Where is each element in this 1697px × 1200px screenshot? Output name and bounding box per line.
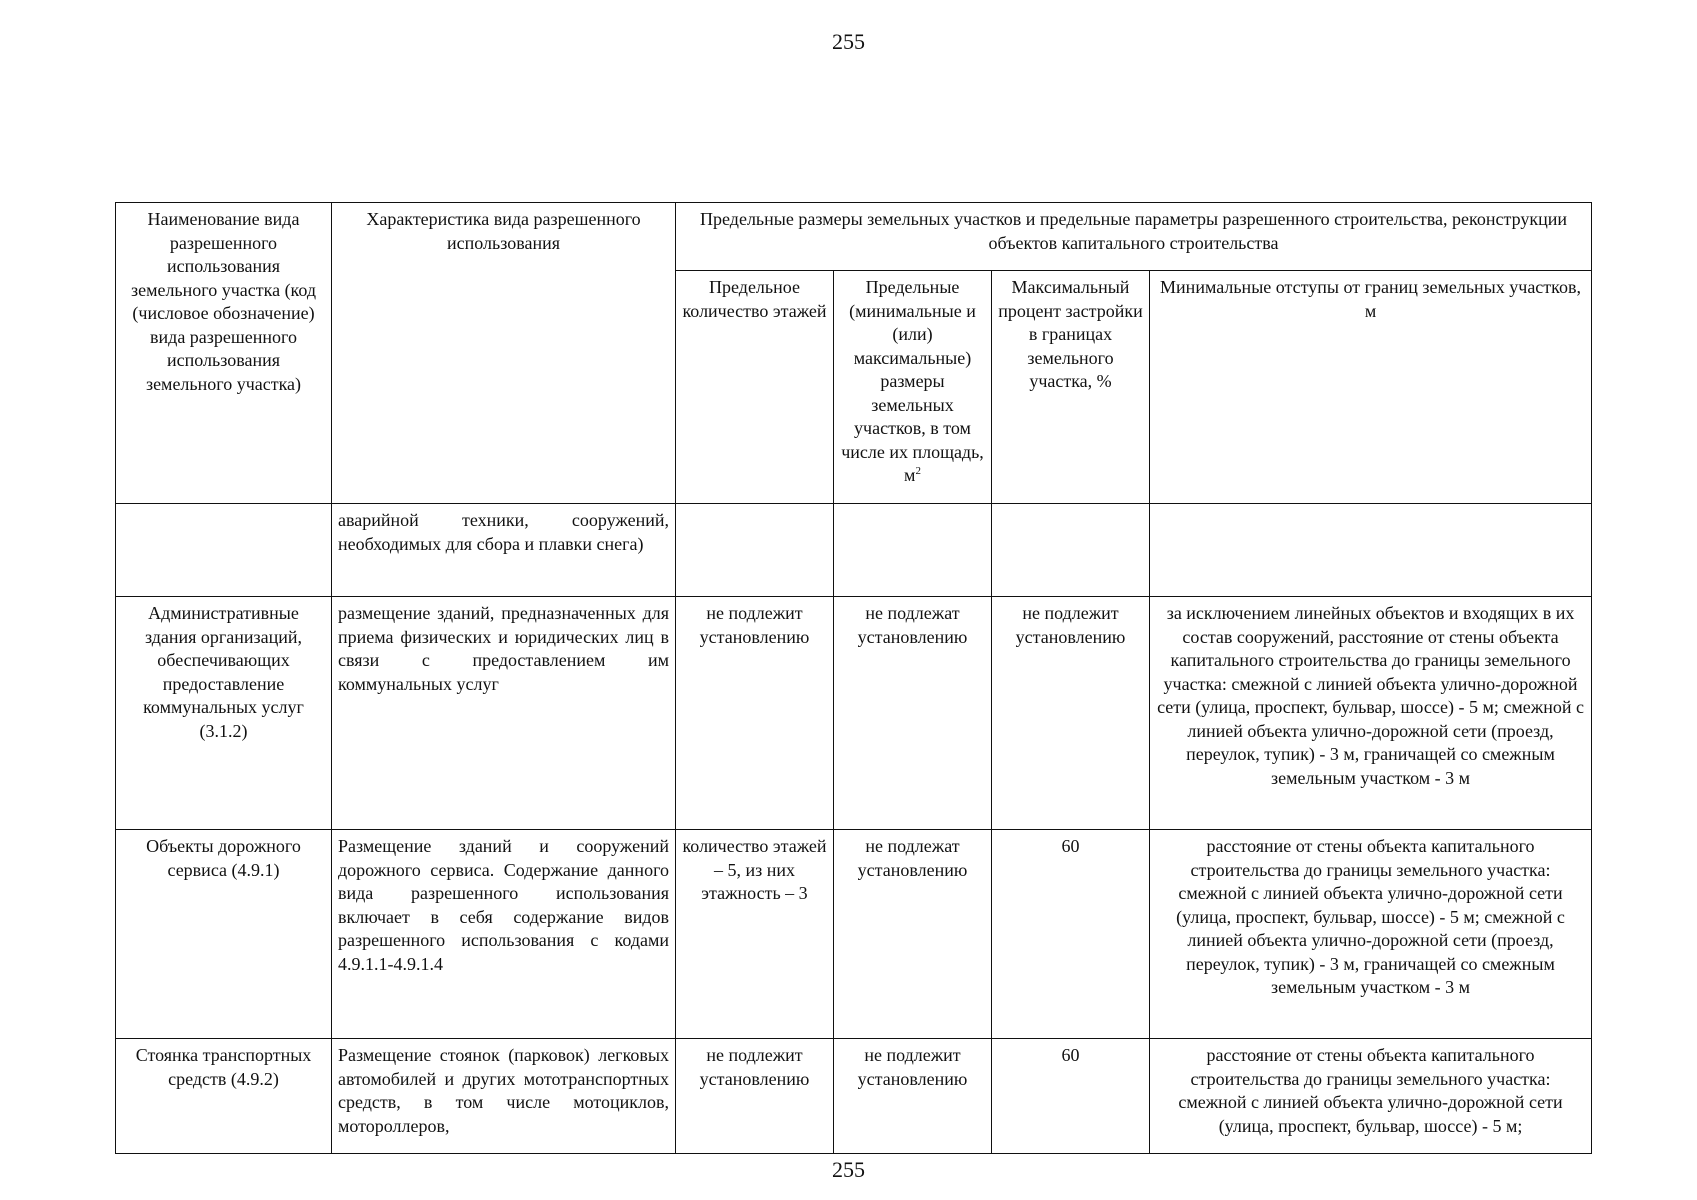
header-plot-size-text: Предельные (минимальные и (или) максимальные) размеры земельных участков, в том числе их площадь, м [841, 277, 984, 485]
header-plot-size [834, 271, 992, 504]
cell-plot-size: не подлежат установлению [834, 830, 992, 1039]
cell-use-name: Административные здания организаций, обеспечивающих предоставление коммунальных услуг (3.1.2) [116, 597, 332, 830]
cell-max-floors: не подлежит установлению [676, 597, 834, 830]
table-row [116, 597, 1592, 830]
cell-min-setbacks: за исключением линейных объектов и входящих в их состав сооружений, расстояние от стены объекта капитального строительства до границы земельного участка: смежной с линией объекта улично-дорожной сети (улица, проспект, бульвар, шоссе) - 5 м; смежной с линией объекта улично-дорожной сети (проезд, переулок, тупик) - 3 м, граничащей со смежным земельным участком - 3 м [1150, 597, 1592, 830]
page-number-bottom: 255 [832, 1157, 865, 1182]
header-limit-parameters: Предельные размеры земельных участков и предельные параметры разрешенного строительства, реконструкции объектов капитального строительства [676, 203, 1592, 271]
cell-use-name: Стоянка транспортных средств (4.9.2) [116, 1039, 332, 1154]
cell-use-description: Размещение зданий и сооружений дорожного сервиса. Содержание данного вида разрешенного использования включает в себя содержание видов разрешенного использования с кодами 4.9.1.1-4.9.1.4 [332, 830, 676, 1039]
cell-use-description: размещение зданий, предназначенных для приема физических и юридических лиц в связи с предоставлением им коммунальных услуг [332, 597, 676, 830]
cell-max-floors [676, 504, 834, 597]
cell-max-floors: количество этажей – 5, из них этажность – 3 [676, 830, 834, 1039]
cell-max-coverage: не подлежит установлению [992, 597, 1150, 830]
table-row [116, 504, 1592, 597]
header-min-setbacks: Минимальные отступы от границ земельных участков, м [1150, 271, 1592, 504]
cell-use-name: Объекты дорожного сервиса (4.9.1) [116, 830, 332, 1039]
cell-max-floors: не подлежит установлению [676, 1039, 834, 1154]
header-max-floors: Предельное количество этажей [676, 271, 834, 504]
cell-plot-size [834, 504, 992, 597]
cell-use-name [116, 504, 332, 597]
header-use-name: Наименование вида разрешенного использования земельного участка (код (числовое обозначение) вида разрешенного использования земельного участка) [116, 203, 332, 504]
header-plot-size-sup: 2 [915, 465, 921, 477]
cell-plot-size: не подлежит установлению [834, 1039, 992, 1154]
header-use-description: Характеристика вида разрешенного использования [332, 203, 676, 504]
table-row [116, 1039, 1592, 1154]
cell-plot-size: не подлежат установлению [834, 597, 992, 830]
cell-min-setbacks [1150, 504, 1592, 597]
land-use-regulations-table [115, 202, 1592, 1154]
cell-max-coverage: 60 [992, 1039, 1150, 1154]
header-max-coverage: Максимальный процент застройки в границах земельного участка, % [992, 271, 1150, 504]
cell-use-description: аварийной техники, сооружений, необходимых для сбора и плавки снега) [332, 504, 676, 597]
cell-min-setbacks: расстояние от стены объекта капитального строительства до границы земельного участка: смежной с линией объекта улично-дорожной сети (улица, проспект, бульвар, шоссе) - 5 м; [1150, 1039, 1592, 1154]
cell-use-description: Размещение стоянок (парковок) легковых автомобилей и других мототранспортных средств, в том числе мотоциклов, мотороллеров, [332, 1039, 676, 1154]
table-header-row-1 [116, 203, 1592, 271]
cell-min-setbacks: расстояние от стены объекта капитального строительства до границы земельного участка: смежной с линией объекта улично-дорожной сети (улица, проспект, бульвар, шоссе) - 5 м; смежной с линией объекта улично-дорожной сети (проезд, переулок, тупик) - 3 м, граничащей со смежным земельным участком - 3 м [1150, 830, 1592, 1039]
cell-max-coverage: 60 [992, 830, 1150, 1039]
page-number-top: 255 [832, 29, 865, 54]
table-row [116, 830, 1592, 1039]
cell-max-coverage [992, 504, 1150, 597]
